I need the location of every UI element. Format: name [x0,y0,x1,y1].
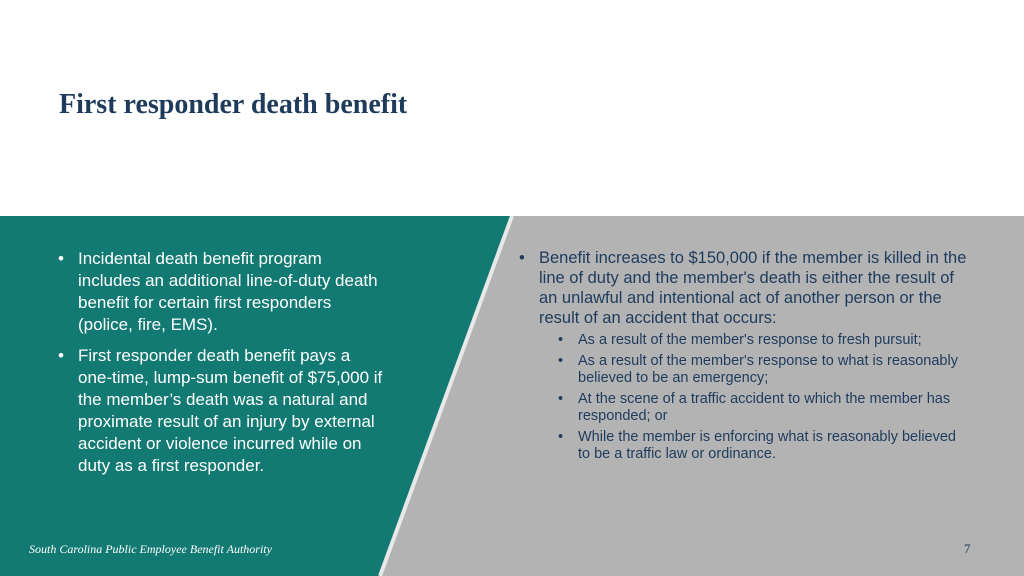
right-bullet-text: Benefit increases to $150,000 if the member is killed in the line of duty and the member's death is either the result of an unlawful and intentional act of another person or the result of an accident that occurs: [539,249,967,327]
sub-bullet-1: • As a result of the member's response to fresh pursuit; [558,332,969,350]
page-number: 7 [964,541,971,556]
sub-bullet-2: • As a result of the member's response to what is reasonably believed to be an emergency; [558,353,969,388]
right-bullet-item [519,248,969,464]
footer-organization: South Carolina Public Employee Benefit Authority [29,542,272,556]
slide-title: First responder death benefit [59,89,408,120]
sub-bullet-3: • At the scene of a traffic accident to which the member has responded; or [558,391,969,426]
sub-bullet-list [539,332,969,464]
left-bullet-list [58,248,388,486]
right-bullet-list [519,248,969,467]
sub-bullet-4: • While the member is enforcing what is reasonably believed to be a traffic law or ordinance. [558,429,969,464]
left-bullet-2: • First responder death benefit pays a one-time, lump-sum benefit of $75,000 if the member’s death was a natural and proximate result of an injury by external accident or violence incurred while on duty as a first responder. [58,345,388,477]
left-bullet-1: • Incidental death benefit program includes an additional line-of-duty death benefit for certain first responders (police, fire, EMS). [58,248,388,336]
